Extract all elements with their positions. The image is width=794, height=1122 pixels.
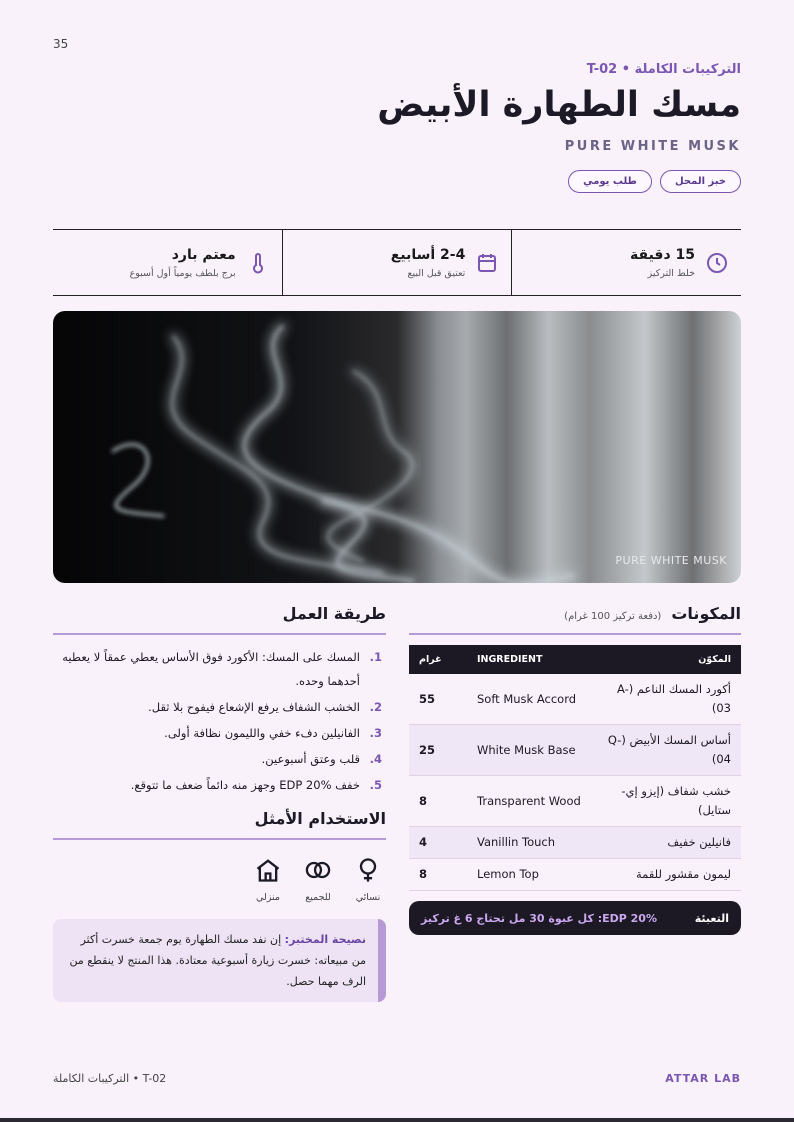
stat-value: 2-4 أسابيع bbox=[390, 246, 466, 263]
stat-value: 15 دقيقة bbox=[630, 246, 695, 263]
ingredient-ar: أساس المسك الأبيض (Q-04) bbox=[593, 725, 741, 776]
list-item bbox=[53, 721, 386, 745]
step-number: 4. bbox=[369, 752, 382, 766]
ingredient-ar: خشب شفاف (إيزو إي-ستايل) bbox=[593, 776, 741, 827]
column-header: المكوّن bbox=[593, 645, 741, 674]
stat-mix-time bbox=[511, 230, 741, 295]
ingredients-section bbox=[409, 604, 741, 935]
list-item bbox=[53, 747, 386, 771]
section-title: الاستخدام الأمثل bbox=[254, 809, 386, 828]
step-number: 2. bbox=[369, 700, 382, 714]
ingredients-table bbox=[409, 645, 741, 891]
female-icon bbox=[354, 856, 382, 884]
stat-label: خلط التركيز bbox=[647, 267, 695, 279]
stat-value: معتم بارد bbox=[171, 246, 236, 263]
list-item bbox=[53, 773, 386, 797]
section-title: المكونات bbox=[671, 604, 741, 623]
section-divider bbox=[53, 838, 386, 840]
thermometer-icon bbox=[246, 251, 270, 275]
step-number: 5. bbox=[369, 778, 382, 792]
ingredient-en: White Musk Base bbox=[467, 725, 593, 776]
ingredients-heading bbox=[409, 604, 741, 623]
section-divider bbox=[53, 633, 386, 635]
column-header: غرام bbox=[409, 645, 467, 674]
stat-storage bbox=[53, 230, 282, 295]
stat-aging bbox=[282, 230, 512, 295]
hero-caption: PURE WHITE MUSK bbox=[615, 554, 727, 567]
footer-brand: ATTAR LAB bbox=[665, 1072, 741, 1085]
use-label: للجميع bbox=[305, 892, 331, 903]
section-subtitle: (دفعة تركيز 100 غرام) bbox=[564, 611, 662, 622]
ingredient-en: Transparent Wood bbox=[467, 776, 593, 827]
step-text: خفف EDP 20% وجهز منه دائماً ضعف ما تتوقع. bbox=[130, 778, 360, 792]
use-item-unisex bbox=[304, 856, 332, 903]
ingredient-ar: ليمون مقشور للقمة bbox=[593, 859, 741, 891]
footer-section-code: التركيبات الكاملة • T-02 bbox=[53, 1072, 167, 1085]
list-item bbox=[53, 645, 386, 693]
lab-tip bbox=[53, 919, 386, 1002]
stat-label: برج بلطف يومياً أول أسبوع bbox=[129, 267, 236, 279]
tag-list bbox=[53, 170, 741, 193]
tag-badge: خبز المحل bbox=[660, 170, 741, 193]
ingredient-grams: 4 bbox=[409, 827, 467, 859]
method-section bbox=[53, 604, 386, 1002]
page-subtitle: PURE WHITE MUSK bbox=[564, 139, 741, 154]
smoke-illustration bbox=[53, 311, 741, 583]
clock-icon bbox=[705, 251, 729, 275]
step-number: 3. bbox=[369, 726, 382, 740]
column-header: INGREDIENT bbox=[467, 645, 593, 674]
home-icon bbox=[254, 856, 282, 884]
use-item-home bbox=[254, 856, 282, 903]
hero-image bbox=[53, 311, 741, 583]
steps-list bbox=[53, 645, 386, 797]
step-text: المسك على المسك: الأكورد فوق الأساس يعطي عمقاً لا يعطيه أحدهما وحده. bbox=[62, 650, 360, 688]
ingredient-ar: فانيلين خفيف bbox=[593, 827, 741, 859]
ingredient-ar: أكورد المسك الناعم (A-03) bbox=[593, 674, 741, 725]
ingredient-grams: 8 bbox=[409, 859, 467, 891]
use-label: منزلي bbox=[256, 892, 281, 903]
fill-label: التعبئة bbox=[694, 911, 729, 925]
fill-info-bar bbox=[409, 901, 741, 935]
section-code: التركيبات الكاملة • T-02 bbox=[586, 62, 741, 77]
step-text: قلب وعتق أسبوعين. bbox=[261, 752, 360, 766]
best-use-section bbox=[53, 809, 386, 903]
ingredient-en: Lemon Top bbox=[467, 859, 593, 891]
section-divider bbox=[409, 633, 741, 635]
use-icons bbox=[53, 856, 386, 903]
calendar-icon bbox=[475, 251, 499, 275]
table-row bbox=[409, 776, 741, 827]
tag-badge: طلب يومي bbox=[568, 170, 652, 193]
bottom-bar bbox=[0, 1118, 794, 1122]
ingredient-en: Soft Musk Accord bbox=[467, 674, 593, 725]
use-item-female bbox=[354, 856, 382, 903]
step-text: الخشب الشفاف يرفع الإشعاع فيفوح بلا ثقل. bbox=[148, 700, 360, 714]
fill-value: EDP 20%: كل عبوة 30 مل تحتاج 6 غ تركيز bbox=[421, 911, 657, 925]
stat-label: تعتيق قبل البيع bbox=[407, 267, 466, 279]
best-use-heading bbox=[53, 809, 386, 828]
list-item bbox=[53, 695, 386, 719]
tip-text: إن نفد مسك الطهارة يوم جمعة خسرت أكثر من مبيعاته: خسرت زيارة أسبوعية معتادة. هذا المنتج لا ينقطع من الرف مهما حصل. bbox=[69, 933, 366, 988]
table-row bbox=[409, 827, 741, 859]
tip-title: نصيحة المختبر: bbox=[284, 933, 366, 946]
ingredient-grams: 25 bbox=[409, 725, 467, 776]
page-header bbox=[53, 62, 741, 193]
use-label: نسائي bbox=[355, 892, 381, 903]
stats-bar bbox=[53, 229, 741, 296]
table-row bbox=[409, 859, 741, 891]
section-title: طريقة العمل bbox=[282, 604, 386, 623]
page-title: مسك الطهارة الأبيض bbox=[377, 85, 741, 125]
method-heading bbox=[53, 604, 386, 623]
ingredient-grams: 55 bbox=[409, 674, 467, 725]
unisex-icon bbox=[304, 856, 332, 884]
step-text: الفانيلين دفء خفي والليمون نظافة أولى. bbox=[164, 726, 360, 740]
page-number: 35 bbox=[53, 37, 69, 51]
table-header-row bbox=[409, 645, 741, 674]
ingredient-grams: 8 bbox=[409, 776, 467, 827]
table-row bbox=[409, 725, 741, 776]
table-row bbox=[409, 674, 741, 725]
ingredient-en: Vanillin Touch bbox=[467, 827, 593, 859]
step-number: 1. bbox=[369, 650, 382, 664]
